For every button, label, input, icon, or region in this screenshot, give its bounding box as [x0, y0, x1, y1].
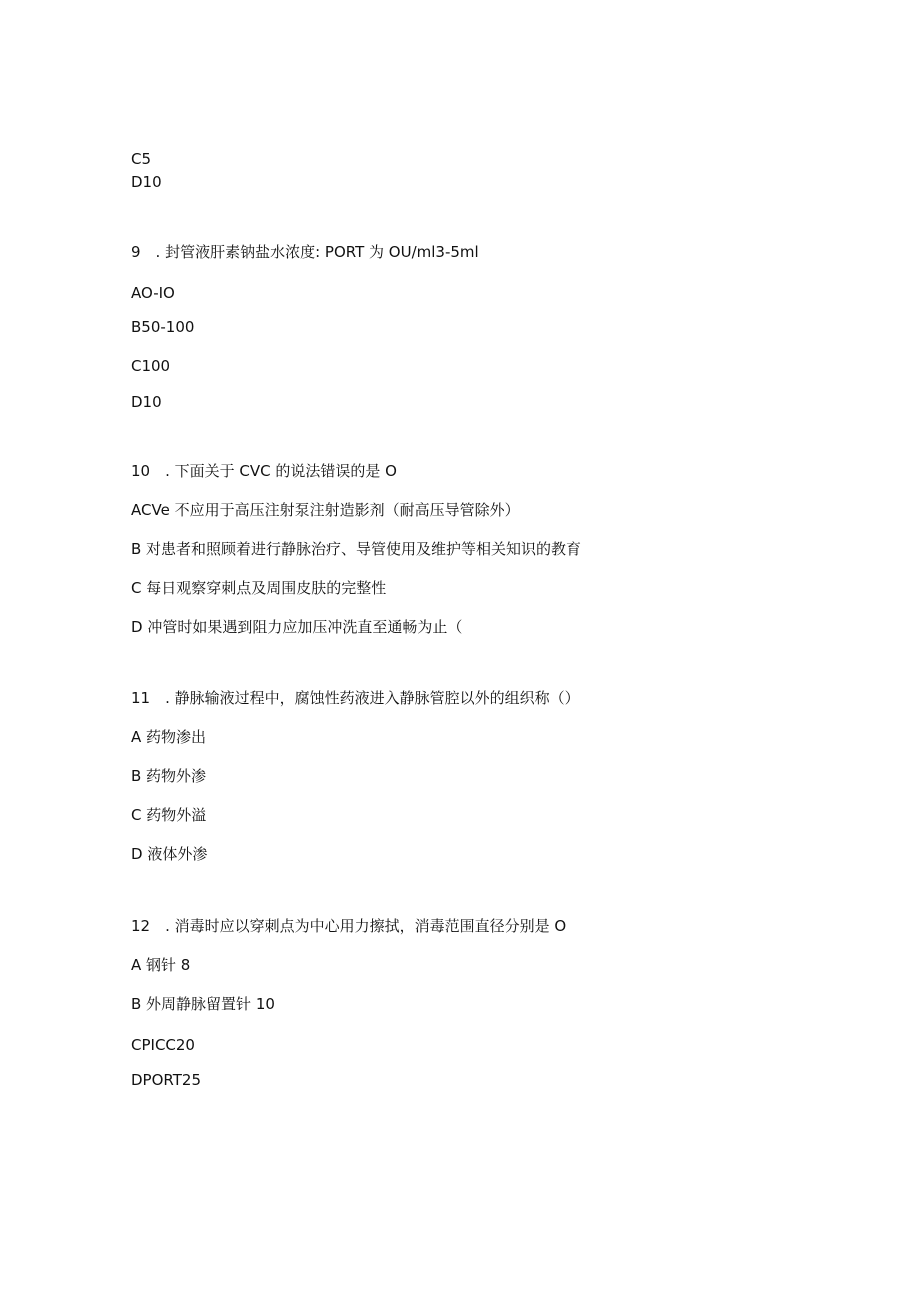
question-11: 11 . 静脉输液过程中，腐蚀性药液进入静脉管腔以外的组织称（） [131, 689, 580, 707]
question-9-option-a: AO-IO [131, 284, 175, 302]
question-9-option-b: B50-100 [131, 318, 195, 336]
question-9-option-c: C100 [131, 357, 171, 375]
question-10-option-c: C 每日观察穿刺点及周围皮肤的完整性 [131, 579, 387, 597]
question-12-option-c: CPICC20 [131, 1036, 195, 1054]
question-12: 12 . 消毒时应以穿刺点为中心用力擦拭，消毒范围直径分别是 O [131, 917, 567, 935]
question-9: 9 . 封管液肝素钠盐水浓度: PORT 为 OU/ml3-5ml [131, 243, 479, 261]
question-11-option-c: C 药物外溢 [131, 806, 207, 824]
question-11-option-b: B 药物外渗 [131, 767, 207, 785]
question-12-option-a: A 钢针 8 [131, 956, 191, 974]
question-12-option-b: B 外周静脉留置针 10 [131, 995, 275, 1013]
question-11-option-a: A 药物渗出 [131, 728, 207, 746]
question-10-option-d: D 冲管时如果遇到阻力应加压冲洗直至通畅为止（ [131, 618, 463, 636]
option-d-prev: D10 [131, 173, 162, 191]
question-10: 10 . 下面关于 CVC 的说法错误的是 O [131, 462, 397, 480]
option-c-prev: C5 [131, 150, 152, 168]
question-11-option-d: D 液体外渗 [131, 845, 208, 863]
question-10-option-a: ACVe 不应用于高压注射泵注射造影剂（耐高压导管除外） [131, 501, 520, 519]
question-12-option-d: DPORT25 [131, 1071, 201, 1089]
question-9-option-d: D10 [131, 393, 162, 411]
question-10-option-b: B 对患者和照顾着进行静脉治疗、导管使用及维护等相关知识的教育 [131, 540, 582, 558]
